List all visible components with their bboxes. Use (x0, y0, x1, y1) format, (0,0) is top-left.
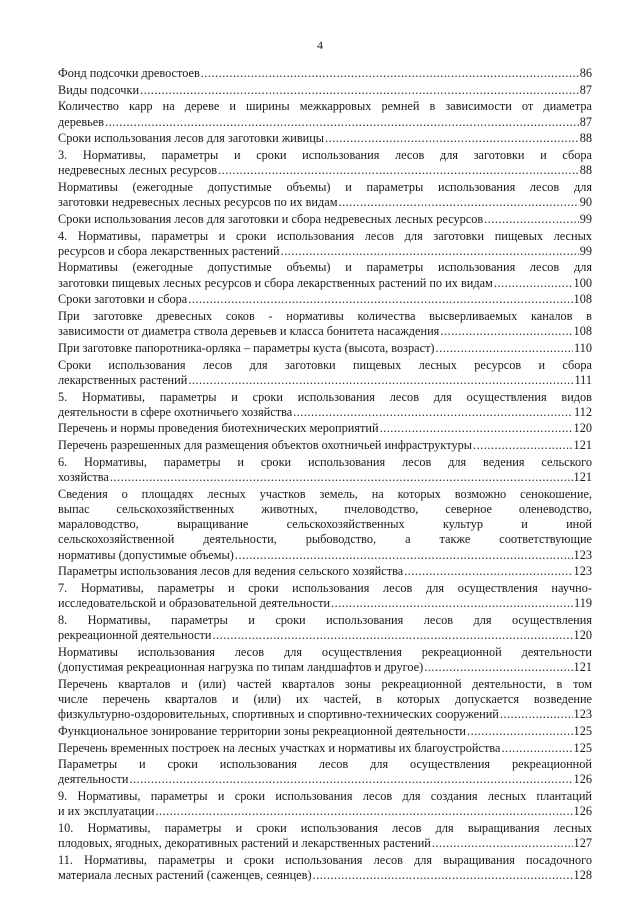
toc-entry (58, 564, 592, 579)
toc-entry (58, 677, 592, 723)
toc-entry-line: 5. Нормативы, параметры и сроки использования лесов для осуществления видов (58, 389, 592, 404)
dot-leader (212, 628, 572, 643)
dot-leader (325, 131, 579, 146)
toc-entry-title: ресурсов и сбора лекарственных растений (58, 243, 280, 258)
toc-page-number: 108 (573, 324, 592, 339)
toc-entry-line: 11. Нормативы, параметры и сроки использования лесов для выращивания посадочного (58, 852, 592, 867)
toc-entry-title: При заготовке папоротника-орляка – параметры куста (высота, возраст) (58, 340, 435, 355)
dot-leader (105, 115, 579, 130)
dot-leader (129, 772, 572, 787)
toc-entry-line: При заготовке древесных соков - нормативы количества высверливаемых каналов в (58, 309, 592, 324)
dot-leader (501, 741, 572, 756)
toc-page-number: 111 (574, 372, 592, 387)
toc-entry-line (58, 660, 592, 675)
toc-entry-line: 9. Нормативы, параметры и сроки использования лесов для создания лесных плантаций (58, 789, 592, 804)
toc-entry (58, 131, 592, 146)
toc-entry-line: 4. Нормативы, параметры и сроки использования лесов для заготовки пищевых лесных (58, 228, 592, 243)
toc-entry-title: заготовки недревесных лесных ресурсов по их видам (58, 195, 338, 210)
dot-leader (380, 421, 573, 436)
toc-entry-line: Нормативы (ежегодные допустимые объемы) и параметры использования лесов для (58, 179, 592, 194)
toc-page-number: 88 (579, 131, 592, 146)
toc-page-number: 121 (573, 470, 592, 485)
toc-entry-line: 10. Нормативы, параметры и сроки использования лесов для выращивания лесных (58, 821, 592, 836)
toc-entry (58, 487, 592, 563)
toc-entry-line: выпас сельскохозяйственных животных, пчеловодство, северное оленеводство, (58, 501, 592, 516)
toc-entry (58, 853, 592, 883)
toc-entry-title: зависимости от диаметра ствола деревьев и класса бонитета насаждения (58, 324, 440, 339)
toc-entry-line (58, 131, 592, 146)
dot-leader (494, 276, 573, 291)
toc-page-number: 90 (579, 195, 592, 210)
toc-entry-line (58, 115, 592, 130)
toc-page-number: 100 (573, 275, 592, 290)
toc-entry (58, 421, 592, 436)
toc-entry (58, 180, 592, 210)
dot-leader (140, 83, 579, 98)
toc-entry-line (58, 470, 592, 485)
dot-leader (313, 868, 573, 883)
toc-entry-title: исследовательской и образовательной деятельности (58, 596, 331, 611)
toc-entry-line (58, 438, 592, 453)
toc-page-number: 120 (573, 628, 592, 643)
toc-entry-title: рекреационной деятельности (58, 628, 212, 643)
toc-page-number: 86 (579, 66, 592, 80)
toc-entry-line: 3. Нормативы, параметры и сроки использования лесов для заготовки и сбора (58, 148, 592, 163)
toc-entry-line (58, 195, 592, 210)
toc-entry (58, 757, 592, 787)
toc-entry-title: нормативы (допустимые объемы) (58, 547, 234, 562)
toc-entry-line (58, 724, 592, 739)
toc-entry (58, 438, 592, 453)
dot-leader (500, 707, 573, 722)
toc-entry (58, 358, 592, 388)
dot-leader (473, 438, 573, 453)
toc-entry-title: Параметры использования лесов для ведения сельского хозяйства (58, 564, 404, 579)
toc-entry-line: 6. Нормативы, параметры и сроки использования лесов для ведения сельского (58, 454, 592, 469)
dot-leader (293, 405, 573, 420)
toc-entry-line (58, 628, 592, 643)
toc-page-number: 108 (573, 292, 592, 307)
toc-entry-title: недревесных лесных ресурсов (58, 163, 218, 178)
toc-entry (58, 83, 592, 98)
toc-page-number: 123 (573, 564, 592, 579)
toc-entry-line: Сведения о площадях лесных участков земель, на которых возможно сенокошение, (58, 486, 592, 501)
toc-entry (58, 99, 592, 129)
toc-entry (58, 789, 592, 819)
toc-entry-line: 8. Нормативы, параметры и сроки использования лесов для осуществления (58, 612, 592, 627)
toc-entry (58, 260, 592, 290)
toc-entry (58, 821, 592, 851)
dot-leader (440, 324, 572, 339)
toc-entry-line (58, 596, 592, 611)
toc-entry-title: деятельности (58, 772, 129, 787)
dot-leader (484, 212, 579, 227)
toc-page-number: 126 (573, 772, 592, 787)
toc-page-number: 120 (573, 421, 592, 436)
toc-entry-line (58, 707, 592, 722)
dot-leader (110, 470, 573, 485)
toc-page-number: 127 (573, 836, 592, 851)
toc-entry-title: Перечень временных построек на лесных участках и нормативы их благоустройства (58, 740, 501, 755)
toc-page-number: 87 (579, 82, 592, 97)
toc-entry (58, 724, 592, 739)
toc-entry (58, 390, 592, 420)
toc-entry-title: заготовки пищевых лесных ресурсов и сбора лекарственных растений по их видам (58, 275, 493, 290)
toc-page-number: 99 (579, 211, 592, 226)
toc-entry-line: Параметры и сроки использования лесов для осуществления рекреационной (58, 757, 592, 772)
toc-entry-title: Фонд подсочки древостоев (58, 66, 200, 80)
toc-page-number: 119 (574, 596, 592, 611)
toc-entry (58, 581, 592, 611)
toc-entry-title: Перечень и нормы проведения биотехнических мероприятий (58, 421, 379, 436)
toc-entry-title: Виды подсочки (58, 82, 140, 97)
dot-leader (281, 244, 579, 259)
toc-entry-title: Перечень разрешенных для размещения объектов охотничьей инфраструктуры (58, 438, 473, 453)
toc-entry-title: деревьев (58, 114, 104, 129)
toc-entry (58, 645, 592, 675)
toc-entry-line (58, 868, 592, 883)
toc-entry-line: Сроки использования лесов для заготовки пищевых лесных ресурсов и сбора (58, 357, 592, 372)
toc-entry-line (58, 548, 592, 563)
toc-entry-line (58, 83, 592, 98)
toc-entry-line: Нормативы использования лесов для осуществления рекреационной деятельности (58, 644, 592, 659)
toc-page-number: 125 (573, 723, 592, 738)
toc-page-number: 88 (579, 163, 592, 178)
toc-entry (58, 455, 592, 485)
toc-entry-line: 7. Нормативы, параметры и сроки использования лесов для осуществления научно- (58, 581, 592, 595)
dot-leader (188, 373, 573, 388)
toc-entry-title: Сроки заготовки и сбора (58, 292, 188, 307)
toc-entry-line: сельскохозяйственной деятельности, рыбоводство, а также соответствующие (58, 532, 592, 547)
dot-leader (404, 564, 572, 579)
toc-entry-title: Сроки использования лесов для заготовки и сбора недревесных лесных ресурсов (58, 211, 484, 226)
toc-entry-line (58, 772, 592, 787)
toc-entry-line (58, 405, 592, 420)
toc-entry-line: числе перечень кварталов и (или) их частей, в которых допускается возведение (58, 691, 592, 706)
toc-entry-line (58, 244, 592, 259)
toc-page-number: 121 (573, 660, 592, 675)
toc-entry-line (58, 163, 592, 178)
page-number: 4 (317, 38, 323, 52)
table-of-contents (58, 66, 592, 885)
toc-entry (58, 66, 592, 81)
toc-page-number: 125 (573, 740, 592, 755)
toc-entry-title: (допустимая рекреационная нагрузка по типам ландшафтов и другое) (58, 660, 424, 675)
toc-entry-line: Перечень кварталов и (или) частей кварталов зоны рекреационной деятельности, в том (58, 676, 592, 691)
dot-leader (339, 195, 579, 210)
toc-entry (58, 309, 592, 339)
toc-entry-line: Нормативы (ежегодные допустимые объемы) и параметры использования лесов для (58, 260, 592, 275)
dot-leader (331, 596, 573, 611)
dot-leader (467, 724, 573, 739)
dot-leader (235, 548, 573, 563)
toc-entry-line (58, 324, 592, 339)
toc-entry-line (58, 292, 592, 307)
toc-entry-title: хозяйства (58, 470, 109, 485)
dot-leader (155, 804, 572, 819)
toc-entry-line (58, 741, 592, 756)
dot-leader (436, 341, 573, 356)
toc-page-number: 123 (573, 707, 592, 722)
dot-leader (201, 66, 579, 81)
toc-entry (58, 292, 592, 307)
toc-page-number: 110 (574, 340, 592, 355)
toc-entry-line (58, 421, 592, 436)
toc-entry (58, 341, 592, 356)
toc-entry (58, 212, 592, 227)
toc-page-number: 123 (573, 547, 592, 562)
toc-page-number: 128 (573, 868, 592, 883)
toc-entry-title: физкультурно-оздоровительных, спортивных и спортивно-технических сооружений (58, 707, 499, 722)
toc-entry-line: мараловодство, выращивание сельскохозяйственных культур и иной (58, 517, 592, 532)
toc-entry-line (58, 66, 592, 81)
toc-entry-title: деятельности в сфере охотничьего хозяйства (58, 404, 293, 419)
toc-entry (58, 741, 592, 756)
toc-entry-title: плодовых, ягодных, декоративных растений и лекарственных растений (58, 836, 431, 851)
dot-leader (218, 163, 579, 178)
toc-page-number: 126 (573, 804, 592, 819)
toc-page-number: 121 (573, 438, 592, 453)
toc-entry (58, 229, 592, 259)
dot-leader (432, 836, 573, 851)
toc-entry (58, 148, 592, 178)
toc-entry-line (58, 373, 592, 388)
toc-entry-title: и их эксплуатации (58, 804, 155, 819)
toc-entry-title: Сроки использования лесов для заготовки живицы (58, 131, 325, 146)
toc-entry-line (58, 212, 592, 227)
toc-entry-title: лекарственных растений (58, 372, 188, 387)
toc-page-number: 87 (579, 114, 592, 129)
toc-entry-line (58, 804, 592, 819)
toc-entry-line (58, 276, 592, 291)
toc-entry-line (58, 341, 592, 356)
toc-entry-title: Функциональное зонирование территории зоны рекреационной деятельности (58, 723, 466, 738)
dot-leader (188, 292, 572, 307)
toc-entry-line (58, 564, 592, 579)
toc-entry (58, 613, 592, 643)
dot-leader (424, 660, 572, 675)
toc-entry-title: материала лесных растений (саженцев, сеянцев) (58, 868, 312, 883)
toc-entry-line: Количество карр на дереве и ширины межкарровых ремней в зависимости от диаметра (58, 99, 592, 114)
toc-page-number: 112 (574, 404, 592, 419)
toc-page-number: 99 (579, 243, 592, 258)
toc-entry-line (58, 836, 592, 851)
